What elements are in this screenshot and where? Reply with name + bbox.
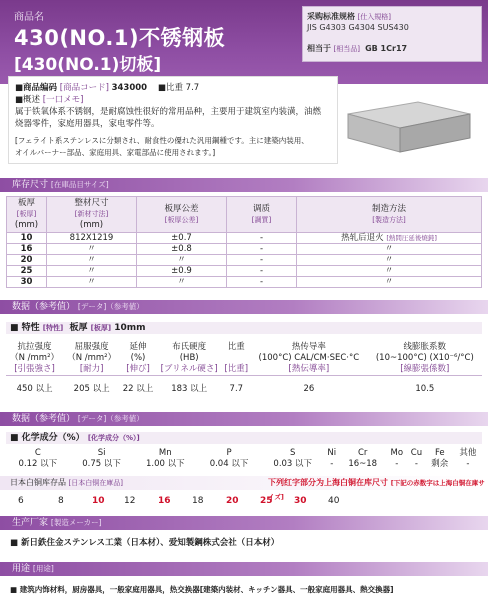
equiv-label: 相当于: [307, 44, 331, 53]
comp-table: C Si Mn P S Ni Cr Mo Cu Fe 其他 0.12 以下 0.75 以下 1.00 以下 0.04 以下 0.03 以下 - 16~18 - - 剩余 -: [18, 448, 477, 469]
props-table: 抗拉强度 屈服强度 延伸 布氏硬度 比重 热传导率 线膨胀系数 （N /mm²） （N /mm²） (%) (HB) (100°C) CAL/CM·SEC·°C (10~100°C) (X10⁻⁶/°C) [引張強さ] [耐力] [伸び] [ブリネル硬さ] [比重] [熱伝導率] [線膨張係数] 450 以上 205 以上 22 以上 183 以上 7.7 26 10.5: [6, 342, 482, 395]
maker-value: ■ 新日鉄住金ステンレス工業（日本材）、爱知製鋼株式会社（日本材）: [10, 538, 280, 548]
summary-label: 概述: [23, 95, 41, 105]
table-row: 16 〃 ±0.8 - 〃: [7, 244, 482, 255]
data-ref-header-1: 数据（参考值） [データ]（参考値）: [0, 300, 488, 314]
table-row: 30 〃 〃 - 〃: [7, 277, 482, 288]
summary-jp-2: オイルバーナー部品、家庭用具、家電部品に使用されます。]: [15, 148, 216, 157]
product-info: ■商品编码 [商品コード] 343000 ■比重 7.7 ■概述 [一口メモ] 属于铁氧体系不锈钢，是耐腐蚀性很好的常用品种，主要用于建筑室内装潢，油燃 烧器零件，家庭用器具，家电零件等。 [フェライト系ステンレスに分類され、耐食性の優れた汎用鋼種です。主に建築内装用、 オイルバーナー部品、家庭用具、家電部品に使用されます。]: [8, 76, 338, 164]
table-row: 20 〃 〃 - 〃: [7, 255, 482, 266]
header-banner: [0, 0, 488, 84]
page-subtitle: [430(NO.1)切板]: [14, 55, 162, 75]
code-label-jp: [商品コード]: [59, 83, 109, 93]
category-label: 商品名: [14, 12, 44, 23]
usage-value: ■ 建筑内饰材料，厨房器具，一般家庭用器具，热交换器[建築内装材、キッチン器具、一般家庭用器具、熱交換器]: [10, 585, 394, 594]
table-row: 25 〃 ±0.9 - 〃: [7, 266, 482, 277]
usage-section-header: 用途 [用途]: [0, 562, 488, 576]
steel-plate-photo: [338, 84, 478, 164]
data-ref-header-2: 数据（参考值） [データ]（参考値）: [0, 412, 488, 426]
maker-section-header: 生产厂家 [製造メーカー]: [0, 516, 488, 530]
stock-title-jp: [在庫品目サイズ]: [50, 180, 109, 189]
sh-stock-sizes: 6 8 10 12 16 18 20 25 30 40: [18, 496, 340, 506]
sh-stock-header: 日本白铜库存品 [日本白铜在庫品] 下列红字部分为上海白铜在库尺寸 [下記の赤数字は上海白铜在庫サイズ]: [0, 476, 488, 490]
props-header: ■ 特性 [特性] 板厚 [板厚] 10mm: [6, 322, 482, 334]
standards-value: JIS G4303 G4304 SUS430: [307, 23, 409, 32]
stock-title: 库存尺寸: [12, 180, 49, 190]
standards-label: 采购标准规格: [307, 12, 355, 21]
equiv-value: GB 1Cr17: [365, 44, 408, 53]
code-label: 商品编码: [23, 83, 58, 93]
stock-section-header: [0, 178, 488, 192]
summary-jp-1: [フェライト系ステンレスに分類され、耐食性の優れた汎用鋼種です。主に建築内装用、: [15, 136, 309, 145]
standards-label-jp: [仕入規格]: [357, 13, 392, 21]
table-header: 板厚 [板厚] (mm) 整材尺寸 [新材寸法] (mm) 板厚公差 [板厚公差] 调质 [調質] 制造方法 [製造方法]: [7, 197, 482, 233]
density-value: 7.7: [185, 83, 200, 93]
table-row: 10 812X1219 ±0.7 - 热轧后退火 [熱間圧延後焼鈍]: [7, 233, 482, 244]
density-label: 比重: [165, 83, 183, 93]
code-value: 343000: [111, 83, 148, 93]
stock-table: [6, 196, 482, 288]
standards-box: [302, 6, 482, 62]
summary-cn-2: 烧器零件，家庭用器具，家电零件等。: [15, 119, 160, 129]
summary-cn-1: 属于铁氧体系不锈钢，是耐腐蚀性很好的常用品种，主要用于建筑室内装潢，油燃: [15, 107, 322, 117]
equiv-label-jp: [相当品]: [333, 45, 361, 53]
summary-label-jp: [一口メモ]: [42, 95, 84, 105]
comp-header: ■ 化学成分（%） [化学成分（%）]: [6, 432, 482, 444]
page-title: 430(NO.1)不锈钢板: [14, 26, 226, 50]
